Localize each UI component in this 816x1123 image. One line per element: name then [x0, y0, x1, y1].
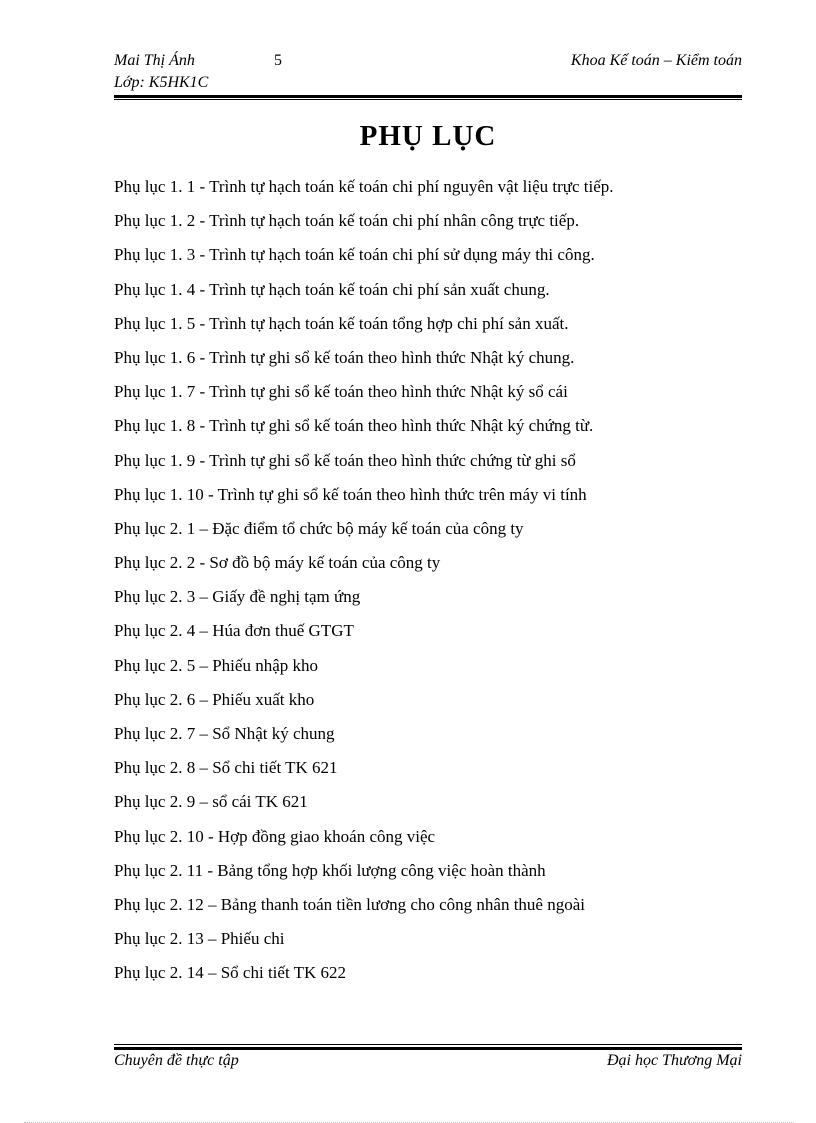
appendix-item: Phụ lục 2. 12 – Bảng thanh toán tiền lương cho công nhân thuê ngoài [114, 894, 585, 914]
appendix-item: Phụ lục 2. 14 – Sổ chi tiết TK 622 [114, 963, 347, 983]
appendix-item: Phụ lục 2. 4 – Húa đơn thuế GTGT [114, 621, 354, 641]
appendix-item: Phụ lục 1. 6 - Trình tự ghi sổ kế toán theo hình thức Nhật ký chung. [114, 347, 575, 367]
appendix-item: Phụ lục 1. 4 - Trình tự hạch toán kế toán chi phí sản xuất chung. [114, 279, 550, 299]
appendix-item: Phụ lục 1. 5 - Trình tự hạch toán kế toán tổng hợp chi phí sản xuất. [114, 313, 569, 333]
footer-university: Đại học Thương Mại [606, 1052, 742, 1069]
appendix-item: Phụ lục 2. 3 – Giấy đề nghị tạm ứng [114, 587, 361, 607]
appendix-item: Phụ lục 2. 1 – Đặc điểm tổ chức bộ máy kế toán của công ty [114, 518, 524, 538]
appendix-item: Phụ lục 2. 8 – Sổ chi tiết TK 621 [114, 758, 338, 778]
appendix-item: Phụ lục 2. 7 – Sổ Nhật ký chung [114, 724, 335, 743]
appendix-item: Phụ lục 1. 2 - Trình tự hạch toán kế toán chi phí nhân công trực tiếp. [114, 211, 580, 231]
appendix-item: Phụ lục 2. 10 - Hợp đồng giao khoán công việc [114, 826, 436, 846]
appendix-item: Phụ lục 2. 6 – Phiếu xuất kho [114, 689, 315, 709]
appendix-item: Phụ lục 2. 13 – Phiếu chi [114, 929, 285, 949]
footer-rule-thick [114, 1047, 742, 1050]
appendix-item: Phụ lục 1. 8 - Trình tự ghi sổ kế toán theo hình thức Nhật ký chứng từ. [114, 416, 594, 436]
appendix-item: Phụ lục 1. 3 - Trình tự hạch toán kế toán chi phí sử dụng máy thi công. [114, 245, 595, 265]
page-header [114, 50, 742, 98]
appendix-list [114, 174, 754, 995]
header-rule-thick [114, 95, 742, 98]
header-page-number: 5 [274, 52, 282, 69]
footer-rule-thin [114, 1044, 742, 1045]
appendix-item: Phụ lục 1. 10 - Trình tự ghi sổ kế toán theo hình thức trên máy vi tính [114, 484, 587, 504]
appendix-item: Phụ lục 1. 1 - Trình tự hạch toán kế toán chi phí nguyên vật liệu trực tiếp. [114, 177, 614, 196]
appendix-item: Phụ lục 1. 9 - Trình tự ghi sổ kế toán theo hình thức chứng từ ghi sổ [114, 450, 576, 470]
appendix-item: Phụ lục 2. 5 – Phiếu nhập kho [114, 655, 318, 675]
header-faculty: Khoa Kế toán – Kiểm toán [570, 52, 742, 69]
header-rule-thin [114, 99, 742, 100]
footer-topic: Chuyên đề thực tập [114, 1052, 239, 1069]
appendix-item: Phụ lục 2. 2 - Sơ đồ bộ máy kế toán của công ty [114, 553, 441, 573]
header-author: Mai Thị Ánh [114, 52, 195, 69]
page-title: PHỤ LỤC [359, 120, 497, 152]
page-footer [114, 1052, 742, 1076]
header-class: Lớp: K5HK1C [114, 74, 209, 91]
appendix-item: Phụ lục 2. 9 – sổ cái TK 621 [114, 792, 308, 812]
appendix-item: Phụ lục 2. 11 - Bảng tổng hợp khối lượng công việc hoàn thành [114, 860, 546, 880]
appendix-item: Phụ lục 1. 7 - Trình tự ghi sổ kế toán theo hình thức Nhật ký sổ cái [114, 382, 568, 402]
